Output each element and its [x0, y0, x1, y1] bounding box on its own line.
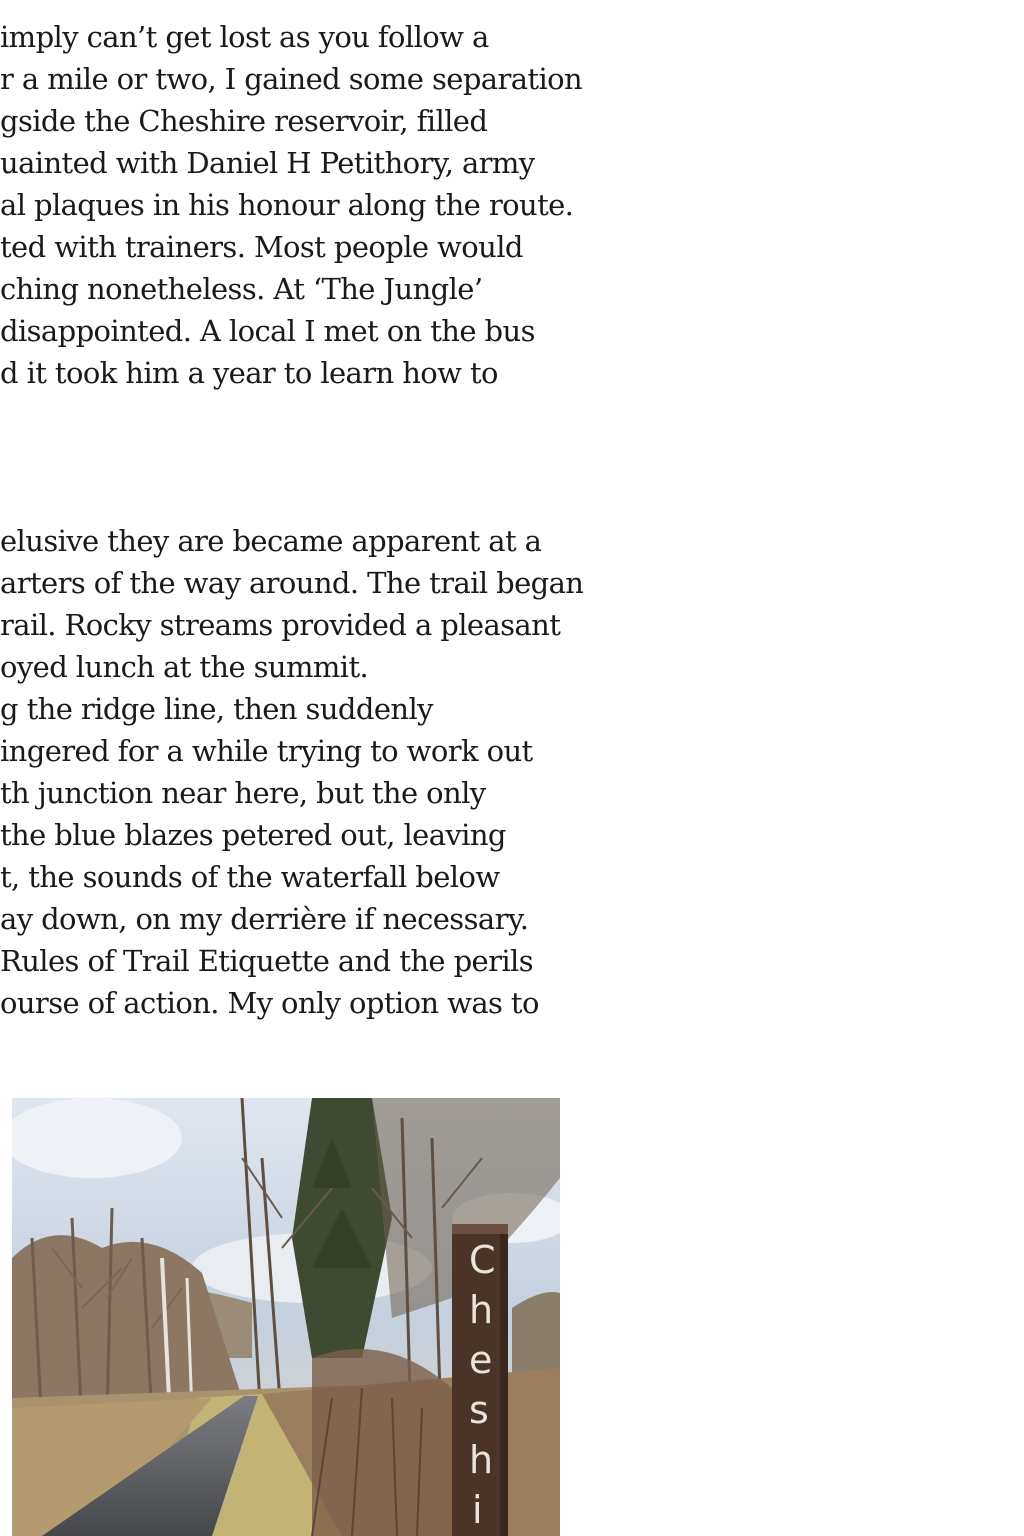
text-line: arters of the way around. The trail began: [0, 566, 584, 600]
text-line: oyed lunch at the summit.: [0, 650, 369, 684]
post-letter: e: [469, 1338, 493, 1382]
article-paragraph-1: [0, 16, 600, 394]
text-line: ay down, on my derrière if necessary.: [0, 902, 529, 936]
text-line: ingered for a while trying to work out: [0, 734, 533, 768]
text-line: gside the Cheshire reservoir, filled: [0, 104, 488, 138]
article-paragraph-2: [0, 520, 600, 1024]
post-letter: h: [469, 1288, 494, 1332]
text-line: ching nonetheless. At ‘The Jungle’: [0, 272, 483, 306]
trail-photo: [12, 1098, 560, 1536]
post-letter: h: [469, 1438, 494, 1482]
text-line: rail. Rocky streams provided a pleasant: [0, 608, 561, 642]
text-line: r a mile or two, I gained some separation: [0, 62, 583, 96]
text-line: ourse of action. My only option was to: [0, 986, 539, 1020]
text-line: elusive they are became apparent at a: [0, 524, 542, 558]
text-line: imply can’t get lost as you follow a: [0, 20, 489, 54]
trail-marker-post: [452, 1224, 508, 1536]
text-line: d it took him a year to learn how to: [0, 356, 498, 390]
post-letter: C: [469, 1238, 496, 1282]
text-line: al plaques in his honour along the route.: [0, 188, 574, 222]
text-line: th junction near here, but the only: [0, 776, 486, 810]
post-letter: i: [472, 1488, 483, 1532]
post-letter: s: [469, 1388, 489, 1432]
text-line: the blue blazes petered out, leaving: [0, 818, 506, 852]
text-line: g the ridge line, then suddenly: [0, 692, 433, 726]
text-line: t, the sounds of the waterfall below: [0, 860, 500, 894]
text-line: ted with trainers. Most people would: [0, 230, 523, 264]
text-line: Rules of Trail Etiquette and the perils: [0, 944, 533, 978]
text-line: uainted with Daniel H Petithory, army: [0, 146, 535, 180]
text-line: disappointed. A local I met on the bus: [0, 314, 535, 348]
